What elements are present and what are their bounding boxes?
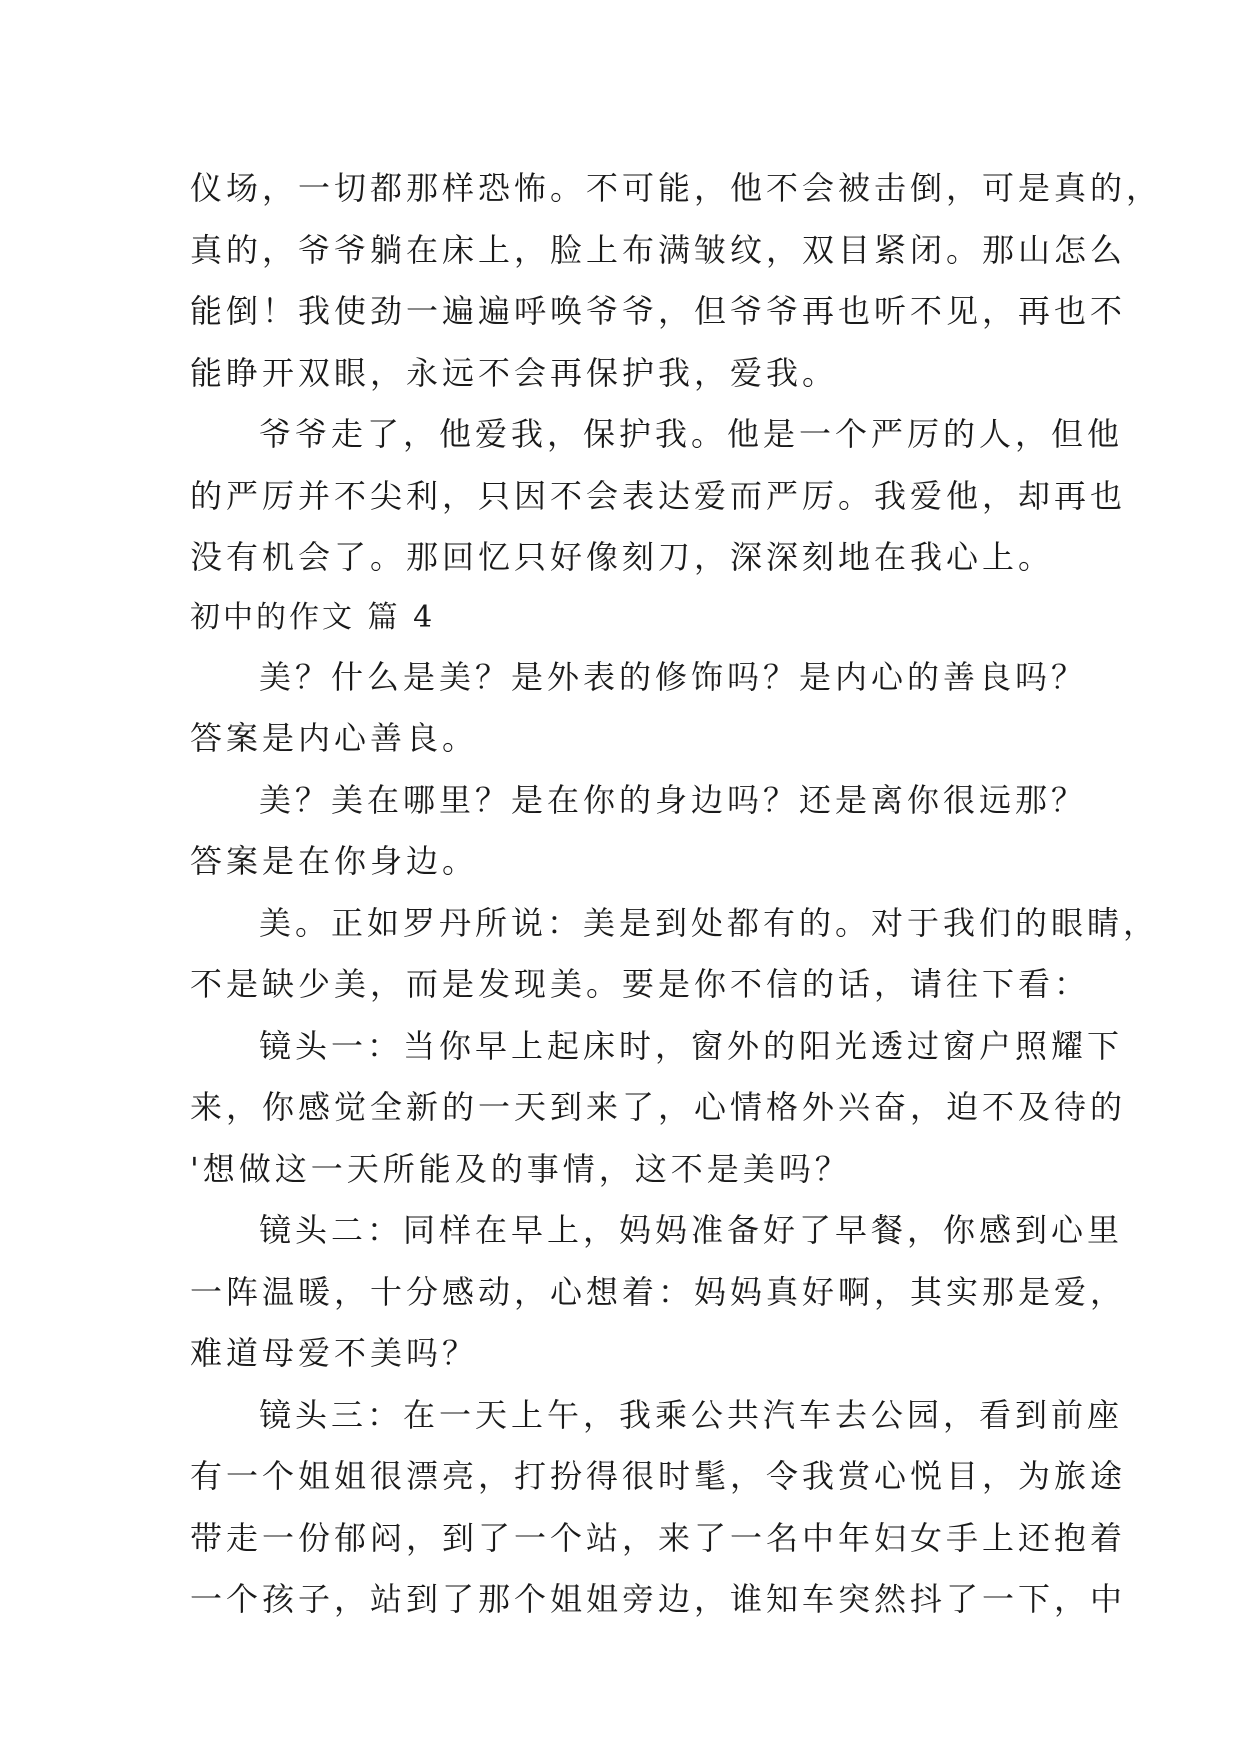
text-line: '想做这一天所能及的事情，这不是美吗？	[190, 1149, 851, 1188]
text-line: 镜头二：同样在早上，妈妈准备好了早餐，你感到心里	[259, 1211, 1124, 1249]
text-line: 的严厉并不尖利，只因不会表达爱而严厉。我爱他，却再也	[190, 476, 1127, 515]
text-line: 没有机会了。那回忆只好像刻刀，深深刻地在我心上。	[190, 538, 1055, 576]
paragraph	[190, 1016, 1127, 1201]
text-line: 真的，爷爷躺在床上，脸上布满皱纹，双目紧闭。那山怎么	[190, 230, 1127, 269]
paragraph	[190, 893, 1160, 1016]
text-line: 能倒！我使劲一遍遍呼唤爷爷，但爷爷再也听不见，再也不	[190, 292, 1127, 330]
text-line: 不是缺少美，而是发现美。要是你不信的话，请往下看：	[190, 965, 1091, 1003]
text-line: 美？美在哪里？是在你的身边吗？还是离你很远那？	[259, 780, 1088, 819]
text-line: 镜头一：当你早上起床时，窗外的阳光透过窗户照耀下	[259, 1026, 1124, 1065]
paragraph	[190, 1200, 1127, 1385]
text-line: 美？什么是美？是外表的修饰吗？是内心的善良吗？	[259, 657, 1088, 696]
paragraph	[190, 1385, 1127, 1631]
paragraph	[190, 647, 1088, 770]
text-line: 一阵温暖，十分感动，心想着：妈妈真好啊，其实那是爱，	[190, 1272, 1127, 1311]
text-line: 难道母爱不美吗？	[190, 1334, 479, 1372]
text-line: 来，你感觉全新的一天到来了，心情格外兴奋，迫不及待的	[190, 1088, 1127, 1126]
text-line: 一个孩子，站到了那个姐姐旁边，谁知车突然抖了一下，中	[190, 1580, 1127, 1618]
section-heading: 初中的作文 篇 4	[190, 599, 436, 635]
text-line: 美。正如罗丹所说：美是到处都有的。对于我们的眼睛，	[259, 903, 1160, 942]
paragraph	[190, 158, 1163, 404]
text-line: 有一个姐姐很漂亮，打扮得很时髦，令我赏心悦目，为旅途	[190, 1457, 1127, 1495]
text-line: 带走一份郁闷，到了一个站，来了一名中年妇女手上还抱着	[190, 1518, 1127, 1557]
text-line: 答案是在你身边。	[190, 842, 479, 880]
document-body	[190, 158, 1163, 1631]
text-line: 能睁开双眼，永远不会再保护我，爱我。	[190, 353, 839, 392]
text-line: 镜头三：在一天上午，我乘公共汽车去公园，看到前座	[259, 1395, 1124, 1434]
paragraph	[190, 770, 1088, 893]
text-line: 爷爷走了，他爱我，保护我。他是一个严厉的人，但他	[259, 415, 1124, 453]
paragraph	[190, 404, 1127, 589]
text-line: 仪场，一切都那样恐怖。不可能，他不会被击倒，可是真的，	[190, 169, 1163, 207]
text-line: 答案是内心善良。	[190, 719, 479, 757]
